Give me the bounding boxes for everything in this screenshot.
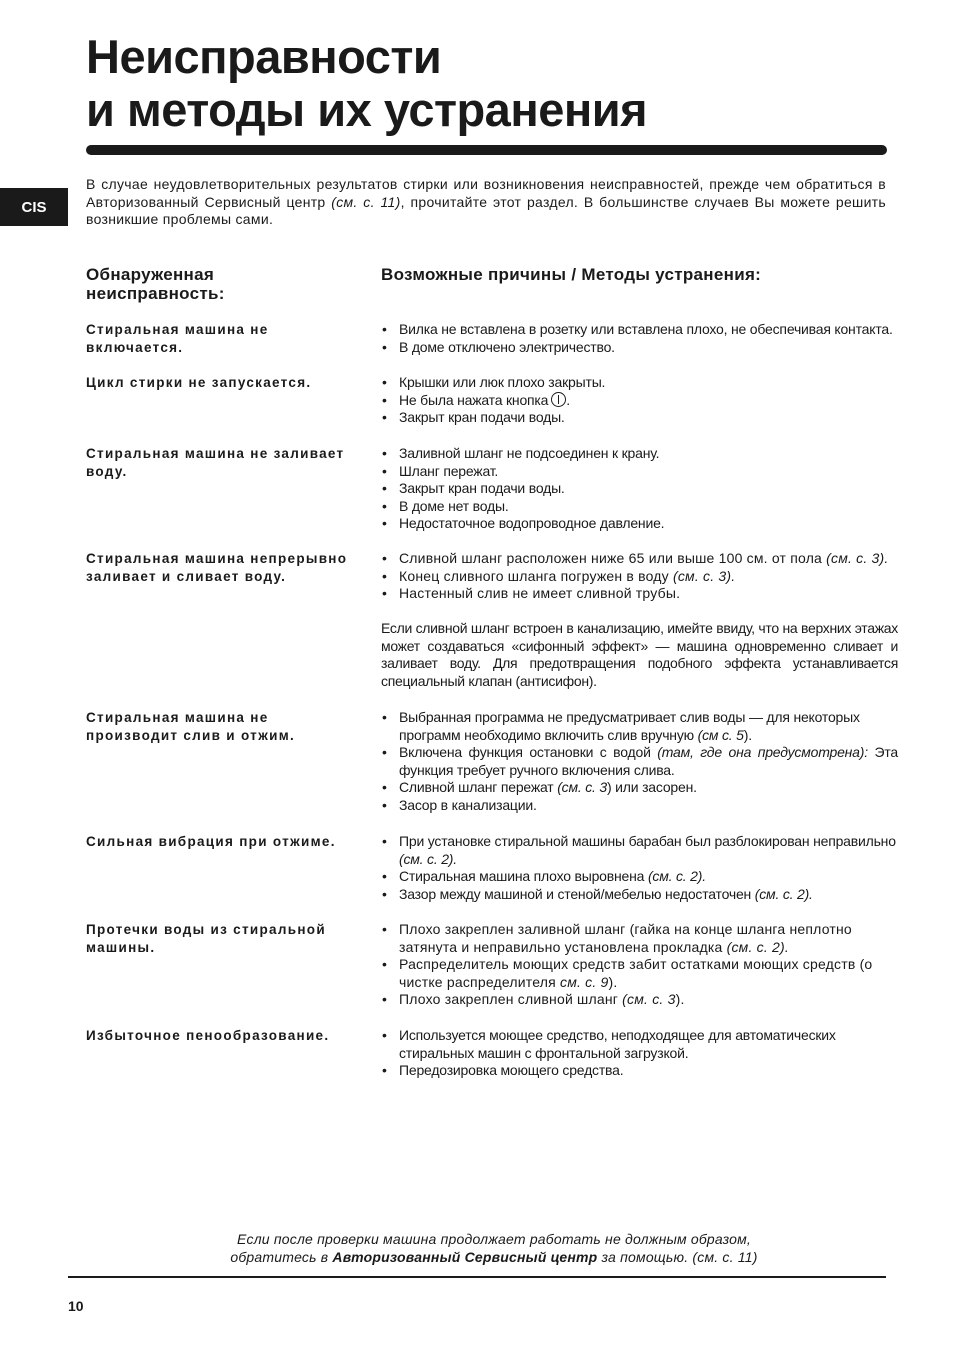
cause-reference: (см. с. 3 xyxy=(557,779,608,795)
page-title xyxy=(86,30,647,136)
causes-list xyxy=(381,550,898,603)
problem-label: Стиральная машина не производит слив и отжим. xyxy=(86,710,296,743)
cause-item xyxy=(381,868,898,886)
bullet-icon: • xyxy=(382,1027,387,1043)
causes-list xyxy=(381,321,898,356)
cause-item xyxy=(381,1027,898,1062)
cause-text: Недостаточное водопроводное давление. xyxy=(399,515,665,531)
cause-text: Выбранная программа не предусматривает слив воды — для некоторых программ необходимо включить слив вручную xyxy=(399,709,860,743)
cause-item xyxy=(381,1062,898,1080)
cause-reference: (см. с. 2). xyxy=(399,850,457,867)
bullet-icon: • xyxy=(382,868,387,884)
cause-item xyxy=(381,480,898,498)
cause-item xyxy=(381,498,898,516)
cause-item xyxy=(381,921,898,956)
cause-item xyxy=(381,568,898,586)
bullet-icon: • xyxy=(382,338,387,355)
bullet-icon: • xyxy=(382,921,388,937)
cause-item xyxy=(381,797,898,815)
cause-text: Шланг пережат. xyxy=(399,462,499,479)
cause-item xyxy=(381,392,898,410)
problem-label: Сильная вибрация при отжиме. xyxy=(86,834,336,849)
cause-reference: (см. с. 2). xyxy=(647,868,706,884)
cause-text: В доме нет воды. xyxy=(399,497,509,514)
service-note-line-2-start: обратитесь в xyxy=(230,1249,333,1265)
cause-item xyxy=(381,321,898,339)
cause-item xyxy=(381,550,898,568)
bullet-icon: • xyxy=(382,374,387,390)
causes-list xyxy=(381,921,898,1009)
siphon-note: Если сливной шланг встроен в канализацию, имейте ввиду, что на верхних этажах может создаваться «сифонный эффект» — машина одновременно сливает и заливает воду. Для предотвращения подобного эффекта устанавливается специальный клапан (антисифон). xyxy=(381,620,898,689)
bullet-icon: • xyxy=(382,744,387,760)
problem-label: Стиральная машина не включается. xyxy=(86,322,269,355)
cause-item xyxy=(381,339,898,357)
cause-text-tail: ). xyxy=(675,991,685,1007)
cause-text-tail: ). xyxy=(743,726,752,743)
cause-text: Используется моющее средство, неподходящее для автоматических стиральных машин с фронтальной загрузкой. xyxy=(399,1027,836,1061)
causes-list xyxy=(381,1027,898,1080)
problem-label: Избыточное пенообразование. xyxy=(86,1028,330,1043)
cause-text: Сливной шланг пережат xyxy=(399,779,558,795)
cause-text: Не была нажата кнопка xyxy=(399,391,549,408)
bullet-icon: • xyxy=(382,567,388,584)
cause-text: Засор в канализации. xyxy=(399,796,537,813)
cause-text: Включена функция остановки с водой xyxy=(399,744,658,760)
cause-text: Сливной шланг расположен ниже 65 или выше 100 см. от пола xyxy=(399,550,827,566)
cause-text: Плохо закреплен заливной шланг (гайка на конце шланга неплотно затянута и неправильно установлена прокладка xyxy=(399,921,852,955)
bullet-icon: • xyxy=(382,779,387,795)
service-note-line-2-end: за помощью. (см. с. 11) xyxy=(597,1249,758,1265)
intro-reference: (см. с. 11) xyxy=(331,193,401,210)
cause-text-tail: Эта функция требует ручного включения слива. xyxy=(399,744,898,778)
cause-item xyxy=(381,445,898,463)
causes-column-header: Возможные причины / Методы устранения: xyxy=(381,265,762,284)
cause-reference: (см. с. 3). xyxy=(672,567,736,584)
cause-reference: (см. с. 3 xyxy=(622,991,676,1007)
problem-label: Цикл стирки не запускается. xyxy=(86,375,312,390)
service-center-note xyxy=(86,1230,902,1266)
cause-text: Вилка не вставлена в розетку или вставлена плохо, не обеспечивая контакта. xyxy=(399,321,893,337)
cause-item xyxy=(381,409,898,427)
cause-text: Крышки или люк плохо закрыты. xyxy=(399,374,606,390)
bullet-icon: • xyxy=(382,585,388,601)
language-tab: CIS xyxy=(0,188,68,226)
cause-item xyxy=(381,463,898,481)
bullet-icon: • xyxy=(382,885,387,902)
cause-item xyxy=(381,374,898,392)
cause-item xyxy=(381,779,898,797)
cause-reference: (см с. 5 xyxy=(697,726,744,743)
bullet-icon: • xyxy=(382,497,387,514)
footer-divider xyxy=(68,1276,886,1278)
cause-text-tail: ) или засорен. xyxy=(607,779,697,795)
cause-text: Закрыт кран подачи воды. xyxy=(399,480,565,496)
cause-text: Передозировка моющего средства. xyxy=(399,1062,624,1078)
cause-reference: (см. с. 3). xyxy=(826,550,889,566)
service-note-line-1: Если после проверки машина продолжает работать не должным образом, xyxy=(236,1231,752,1247)
bullet-icon: • xyxy=(382,445,387,461)
bullet-icon: • xyxy=(382,409,387,425)
cause-item xyxy=(381,744,898,779)
causes-list xyxy=(381,445,898,533)
problem-label: Протечки воды из стиральной машины. xyxy=(86,922,326,955)
cause-text: При установке стиральной машины барабан был разблокирован неправильно xyxy=(399,833,896,849)
cause-text: Заливной шланг не подсоединен к крану. xyxy=(399,445,660,461)
cause-text: Распределитель моющих средств забит остатками моющих средств (о чистке распределителя xyxy=(399,956,873,990)
title-divider xyxy=(86,145,887,155)
cause-item xyxy=(381,833,898,868)
causes-list xyxy=(381,833,898,903)
bullet-icon: • xyxy=(382,796,387,813)
causes-list xyxy=(381,709,898,814)
intro-text-1: В случае неудовлетворительных результатов стирки или возникновения неисправностей, прежде чем обратиться в Авторизованный Сервисный центр xyxy=(86,176,886,210)
bullet-icon: • xyxy=(382,833,387,849)
cause-item xyxy=(381,515,898,533)
bullet-icon: • xyxy=(382,550,388,566)
bullet-icon: • xyxy=(382,321,387,337)
cause-reference: см. с. 9 xyxy=(560,973,609,990)
cause-text-tail: ). xyxy=(608,973,618,990)
bullet-icon: • xyxy=(382,709,387,725)
bullet-icon: • xyxy=(382,956,388,972)
problem-column-header: Обнаруженная неисправность: xyxy=(86,265,225,303)
cause-text: В доме отключено электричество. xyxy=(399,338,615,355)
cause-text: Стиральная машина плохо выровнена xyxy=(399,868,648,884)
power-button-icon xyxy=(551,392,566,407)
problem-label: Стиральная машина не заливает воду. xyxy=(86,446,345,479)
problem-label: Стиральная машина непрерывно заливает и сливает воду. xyxy=(86,551,348,584)
intro-paragraph xyxy=(86,176,886,229)
cause-item xyxy=(381,991,898,1009)
cause-reference: (см. с. 2). xyxy=(754,885,813,902)
cause-text-suffix: . xyxy=(566,391,570,408)
cause-item xyxy=(381,709,898,744)
intro-text-2: , прочитайте этот раздел. В большинстве случаев Вы можете решить возникшие проблемы сами. xyxy=(86,193,886,227)
cause-text: Зазор между машиной и стеной/мебелью недостаточен xyxy=(399,885,755,902)
cause-reference: (там, где она предусмотрена): xyxy=(657,744,868,760)
page-number: 10 xyxy=(68,1298,84,1314)
page-title-line-1: Неисправности xyxy=(86,30,442,83)
bullet-icon: • xyxy=(382,391,387,408)
cause-item xyxy=(381,956,898,991)
bullet-icon: • xyxy=(382,991,388,1007)
causes-list xyxy=(381,374,898,427)
cause-text: Закрыт кран подачи воды. xyxy=(399,409,565,425)
cause-text: Конец сливного шланга погружен в воду xyxy=(399,567,673,584)
page-title-line-2: и методы их устранения xyxy=(86,83,648,136)
cause-item xyxy=(381,886,898,904)
cause-reference: (см. с. 2). xyxy=(726,938,789,955)
bullet-icon: • xyxy=(382,480,387,496)
cause-item xyxy=(381,585,898,603)
bullet-icon: • xyxy=(382,515,387,531)
bullet-icon: • xyxy=(382,462,387,479)
cause-text: Плохо закреплен сливной шланг xyxy=(399,991,623,1007)
cause-text: Настенный слив не имеет сливной трубы. xyxy=(399,585,681,601)
service-center-name: Авторизованный Сервисный центр xyxy=(332,1249,598,1265)
bullet-icon: • xyxy=(382,1062,387,1078)
